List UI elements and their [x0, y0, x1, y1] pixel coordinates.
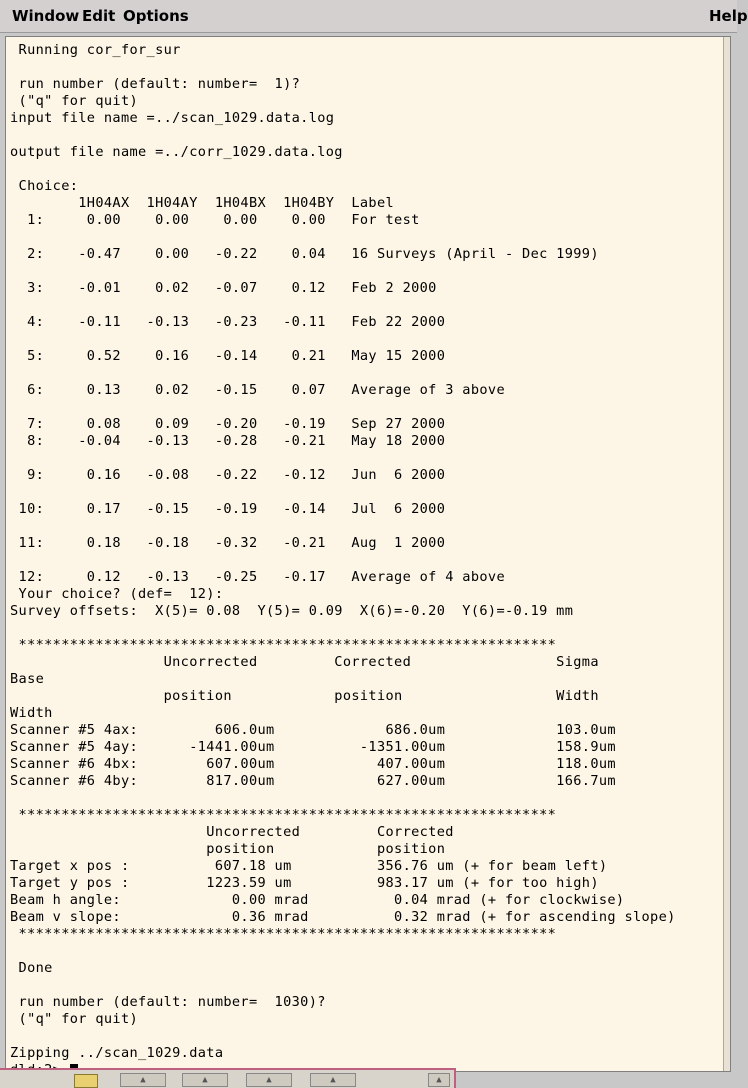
- terminal-line: position position Width: [10, 688, 599, 704]
- terminal-scrollbar[interactable]: [723, 37, 730, 1071]
- terminal-line: 12: 0.12 -0.13 -0.25 -0.17 Average of 4 above: [10, 569, 505, 585]
- terminal-line: Scanner #6 4bx: 607.00um 407.00um 118.0um: [10, 756, 616, 772]
- terminal-line: 2: -0.47 0.00 -0.22 0.04 16 Surveys (April - Dec 1999): [10, 246, 599, 262]
- terminal-line: Done: [10, 960, 53, 976]
- taskbar: [0, 1068, 456, 1088]
- taskbar-button-4[interactable]: ▲: [310, 1073, 356, 1087]
- terminal-line: 1H04AX 1H04AY 1H04BX 1H04BY Label: [10, 195, 395, 211]
- terminal-line: ("q" for quit): [10, 1011, 139, 1027]
- terminal-line: Uncorrected Corrected: [10, 824, 454, 840]
- terminal-line: 9: 0.16 -0.08 -0.22 -0.12 Jun 6 2000: [10, 467, 446, 483]
- terminal-line: Target y pos : 1223.59 um 983.17 um (+ for too high): [10, 875, 599, 891]
- terminal-output[interactable]: [5, 36, 731, 1072]
- menu-options[interactable]: Options: [123, 7, 189, 25]
- taskbar-button-3[interactable]: ▲: [246, 1073, 292, 1087]
- terminal-line: 1: 0.00 0.00 0.00 0.00 For test: [10, 212, 420, 228]
- menu-edit[interactable]: Edit: [82, 7, 116, 25]
- terminal-line: run number (default: number= 1030)?: [10, 994, 326, 1010]
- terminal-line: 3: -0.01 0.02 -0.07 0.12 Feb 2 2000: [10, 280, 437, 296]
- terminal-line: Choice:: [10, 178, 79, 194]
- terminal-line: 4: -0.11 -0.13 -0.23 -0.11 Feb 22 2000: [10, 314, 446, 330]
- terminal-line: Zipping ../scan_1029.data: [10, 1045, 224, 1061]
- terminal-line: Scanner #6 4by: 817.00um 627.00um 166.7um: [10, 773, 616, 789]
- terminal-line: output file name =../corr_1029.data.log: [10, 144, 343, 160]
- terminal-line: Your choice? (def= 12):: [10, 586, 224, 602]
- terminal-line: Scanner #5 4ay: -1441.00um -1351.00um 158.9um: [10, 739, 616, 755]
- menu-window[interactable]: Window: [12, 7, 80, 25]
- taskbar-button-1[interactable]: ▲: [120, 1073, 166, 1087]
- terminal-line: Beam h angle: 0.00 mrad 0.04 mrad (+ for clockwise): [10, 892, 625, 908]
- terminal-line: 7: 0.08 0.09 -0.20 -0.19 Sep 27 2000: [10, 416, 446, 432]
- terminal-line: Survey offsets: X(5)= 0.08 Y(5)= 0.09 X(6)=-0.20 Y(6)=-0.19 mm: [10, 603, 574, 619]
- terminal-line: Beam v slope: 0.36 mrad 0.32 mrad (+ for ascending slope): [10, 909, 676, 925]
- terminal-line: Uncorrected Corrected Sigma: [10, 654, 599, 670]
- terminal-line: input file name =../scan_1029.data.log: [10, 110, 335, 126]
- terminal-line: position position: [10, 841, 446, 857]
- terminal-line: 8: -0.04 -0.13 -0.28 -0.21 May 18 2000: [10, 433, 446, 449]
- terminal-line: Width: [10, 705, 53, 721]
- taskbar-button-5[interactable]: ▲: [428, 1073, 450, 1087]
- terminal-line: ***************************************************************: [10, 637, 557, 653]
- terminal-line: ("q" for quit): [10, 93, 139, 109]
- terminal-line: Target x pos : 607.18 um 356.76 um (+ for beam left): [10, 858, 608, 874]
- terminal-line: 6: 0.13 0.02 -0.15 0.07 Average of 3 above: [10, 382, 505, 398]
- terminal-line: run number (default: number= 1)?: [10, 76, 301, 92]
- menu-help[interactable]: Help: [709, 7, 748, 25]
- terminal-line: Scanner #5 4ax: 606.0um 686.0um 103.0um: [10, 722, 616, 738]
- taskbar-button-2[interactable]: ▲: [182, 1073, 228, 1087]
- terminal-line: 10: 0.17 -0.15 -0.19 -0.14 Jul 6 2000: [10, 501, 446, 517]
- taskbar-folder-icon[interactable]: [74, 1074, 98, 1088]
- terminal-line: 11: 0.18 -0.18 -0.32 -0.21 Aug 1 2000: [10, 535, 446, 551]
- menu-bar: [0, 0, 748, 33]
- terminal-line: ***************************************************************: [10, 807, 557, 823]
- terminal-line: Running cor_for_sur: [10, 42, 181, 58]
- terminal-line: ***************************************************************: [10, 926, 557, 942]
- terminal-line: Base: [10, 671, 45, 687]
- terminal-line: 5: 0.52 0.16 -0.14 0.21 May 15 2000: [10, 348, 446, 364]
